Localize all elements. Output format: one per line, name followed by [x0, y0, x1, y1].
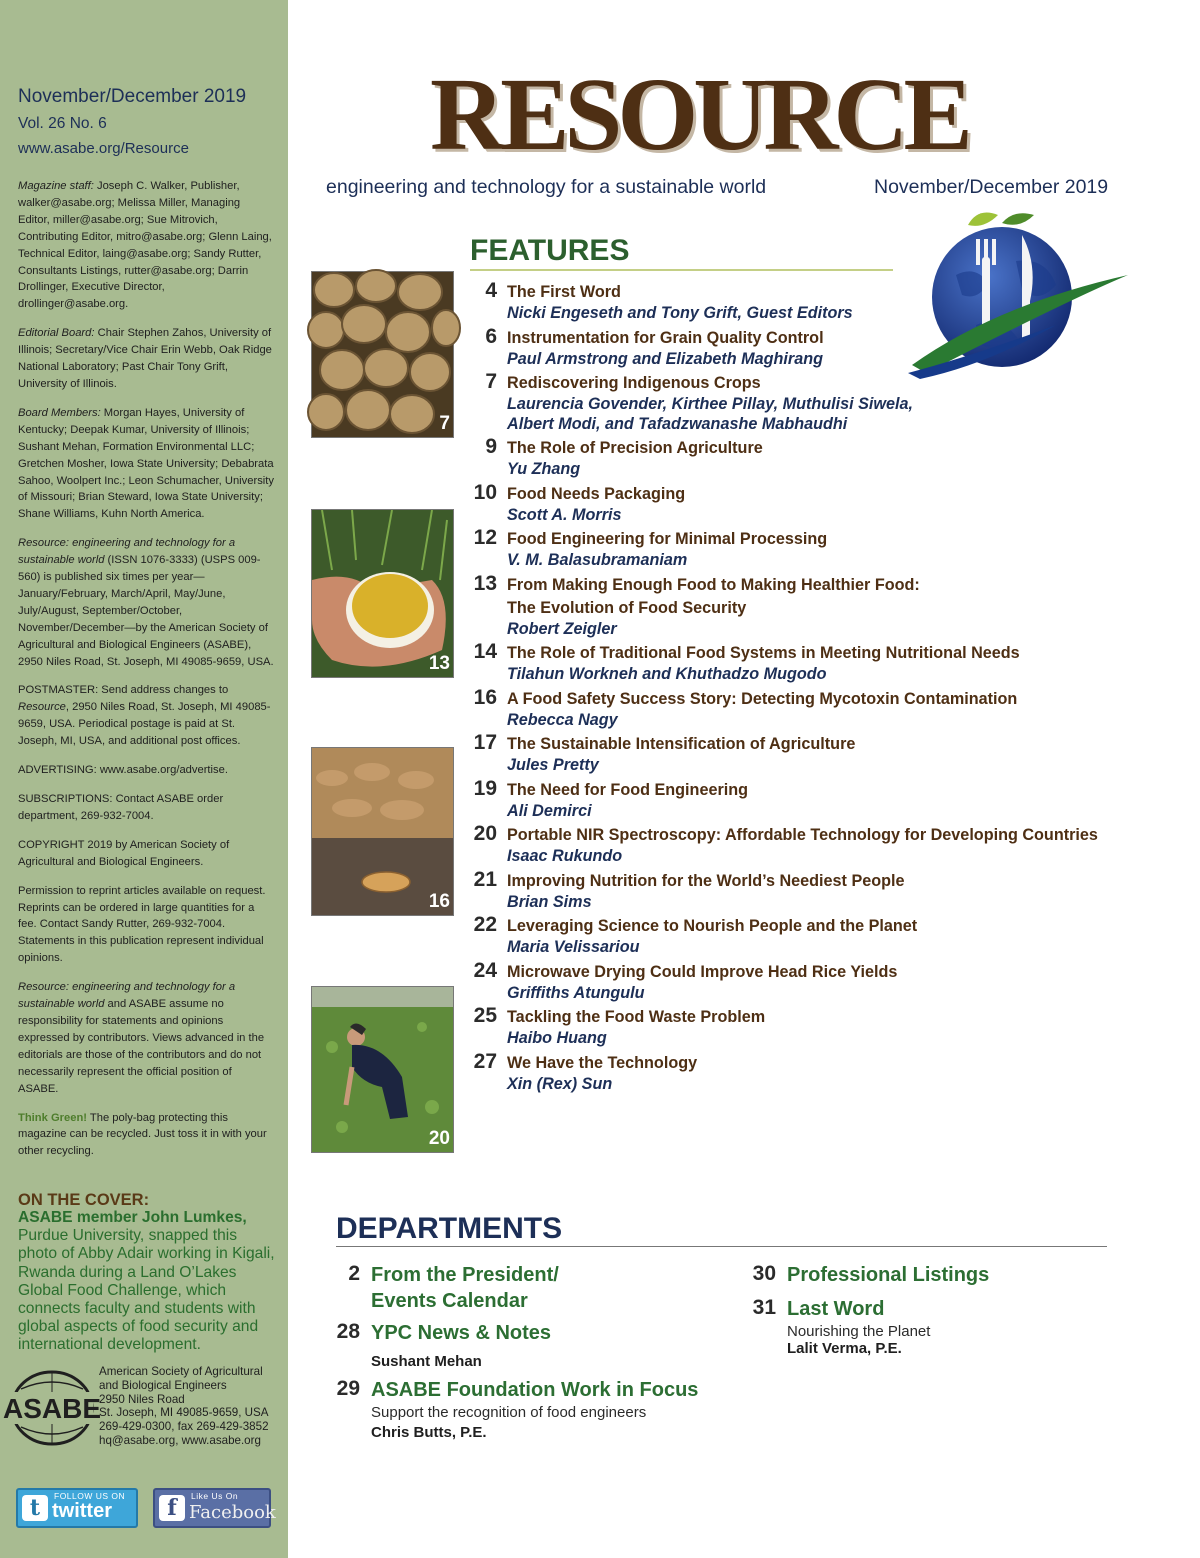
asabe-logo-icon	[2, 1369, 102, 1447]
twitter-icon: t	[22, 1495, 48, 1521]
thumbnail-page-number: 16	[428, 891, 450, 912]
editorial-text: Chair Stephen Zahos, University of Illinois; Secretary/Vice Chair Erin Webb, Oak Ridge National Laboratory; Past Chair Tony Grift, University of Illinois.	[18, 327, 272, 390]
cover-photographer: ASABE member John Lumkes,	[18, 1209, 247, 1226]
feature-title: The Role of Traditional Food Systems in Meeting Nutritional Needs	[507, 644, 1020, 662]
disclaimer-label: Resource: engineering and technology for a sustainable world	[18, 981, 236, 1011]
feature-item[interactable]	[460, 912, 1120, 958]
department-page-number: 28	[336, 1320, 360, 1343]
departments-heading: DEPARTMENTS	[336, 1212, 563, 1245]
feature-authors: Griffiths Atungulu	[507, 983, 645, 1002]
subscriptions-paragraph: SUBSCRIPTIONS: Contact ASABE order department, 269-932-7004.	[18, 793, 224, 822]
department-page-number: 31	[752, 1296, 776, 1319]
thumbnail-nuts[interactable]	[311, 271, 454, 438]
board-paragraph	[18, 405, 274, 523]
feature-item[interactable]	[460, 525, 1120, 571]
department-title: ASABE Foundation Work in Focus	[371, 1379, 699, 1401]
postmaster-italic: Resource	[18, 701, 66, 714]
address-line: and Biological Engineers	[99, 1378, 227, 1392]
feature-page-number: 14	[473, 640, 497, 663]
address-line: 2950 Niles Road	[99, 1392, 185, 1406]
feature-item[interactable]	[460, 776, 1120, 822]
publication-text: (ISSN 1076-3333) (USPS 009-560) is published six times per year—January/February, March/April, May/June, July/August, September/October, November/December—by the American Society of Agricultural and Biological Engineers (ASABE), 2950 Niles Road, St. Joseph, MI 49085-9659, USA.	[18, 554, 274, 668]
feature-item[interactable]	[460, 958, 1120, 1004]
feature-page-number: 10	[473, 480, 497, 504]
thumbnail-peanut[interactable]	[311, 747, 454, 916]
think-green-text: The poly-bag protecting this magazine can be recycled. Just toss it in with your other recycling.	[18, 1111, 267, 1158]
asabe-address	[99, 1365, 285, 1448]
staff-label: Magazine staff:	[18, 180, 94, 192]
sidebar-volume: Vol. 26 No. 6	[18, 115, 107, 132]
feature-title: The Role of Precision Agriculture	[507, 439, 763, 457]
features-heading: FEATURES	[470, 234, 630, 267]
department-item[interactable]	[736, 1296, 1116, 1359]
feature-authors: Paul Armstrong and Elizabeth Maghirang	[507, 349, 823, 368]
feature-authors: Haibo Huang	[507, 1029, 607, 1047]
think-green-paragraph	[18, 1110, 274, 1161]
feature-authors: Jules Pretty	[507, 756, 599, 774]
feature-title: Portable NIR Spectroscopy: Affordable Technology for Developing Countries	[507, 826, 1098, 844]
feature-authors: Robert Zeigler	[507, 619, 617, 638]
feature-title: A Food Safety Success Story: Detecting Mycotoxin Contamination	[507, 689, 1018, 708]
feature-authors: Rebecca Nagy	[507, 710, 618, 729]
feature-page-number: 6	[485, 324, 497, 348]
twitter-button[interactable]	[16, 1488, 138, 1528]
feature-item[interactable]	[460, 867, 1120, 913]
feature-authors: Ali Demirci	[507, 801, 592, 820]
feature-item[interactable]	[460, 1003, 1120, 1049]
twitter-small-label: FOLLOW US ON	[54, 1491, 126, 1501]
feature-item[interactable]	[460, 278, 1120, 324]
department-title: YPC News & Notes	[371, 1322, 552, 1344]
feature-title: Microwave Drying Could Improve Head Rice Yields	[507, 962, 898, 981]
address-line: 269-429-0300, fax 269-429-3852	[99, 1420, 269, 1434]
department-page-number: 29	[336, 1377, 360, 1400]
staff-paragraph	[18, 178, 274, 313]
feature-item[interactable]	[460, 434, 1120, 480]
feature-authors: Laurencia Govender, Kirthee Pillay, Muthulisi Siwela, Albert Modi, and Tafadzwanashe Mabhaudhi	[507, 395, 914, 433]
department-author: Sushant Mehan	[371, 1353, 482, 1370]
editorial-paragraph	[18, 325, 274, 393]
department-subtitle: Nourishing the Planet	[787, 1323, 931, 1340]
publication-paragraph	[18, 535, 274, 670]
feature-item[interactable]	[460, 730, 1120, 776]
tagline: engineering and technology for a sustainable world	[326, 176, 767, 198]
thumbnail-page-number: 20	[428, 1128, 450, 1149]
sidebar-issue-date: November/December 2019	[18, 86, 247, 107]
feature-page-number: 19	[473, 776, 497, 800]
feature-item[interactable]	[460, 324, 1120, 370]
peanut-photo-icon	[312, 748, 453, 915]
grain-bowl-photo-icon	[312, 510, 453, 677]
department-item[interactable]	[320, 1262, 740, 1314]
address-line: American Society of Agricultural	[99, 1365, 263, 1378]
address-line: hq@asabe.org, www.asabe.org	[99, 1433, 261, 1447]
feature-title: The First Word	[507, 283, 621, 301]
feature-authors: Yu Zhang	[507, 460, 581, 478]
feature-title: The Need for Food Engineering	[507, 780, 749, 799]
facebook-label: Facebook	[189, 1502, 276, 1523]
feature-page-number: 25	[473, 1004, 497, 1027]
cover-caption-text: Purdue University, snapped this photo of Abby Adair working in Kigali, Rwanda during a Land O’Lakes Global Food Challenge, which connects faculty and students with global aspects of food security and international development.	[18, 1227, 275, 1354]
feature-title: Rediscovering Indigenous Crops	[507, 374, 761, 392]
feature-item[interactable]	[460, 480, 1120, 526]
feature-page-number: 20	[473, 822, 497, 845]
features-list	[460, 278, 1120, 1094]
feature-page-number: 4	[485, 279, 497, 302]
feature-title: We Have the Technology	[507, 1053, 698, 1072]
feature-authors: V. M. Balasubramaniam	[507, 551, 688, 569]
departments-divider	[336, 1246, 1107, 1247]
address-line: St. Joseph, MI 49085-9659, USA	[99, 1406, 269, 1420]
feature-authors: Scott A. Morris	[507, 505, 622, 524]
facebook-button[interactable]	[153, 1488, 276, 1528]
department-item[interactable]	[736, 1262, 1116, 1288]
feature-page-number: 7	[485, 370, 497, 393]
masthead-info	[18, 178, 274, 1172]
feature-authors: Xin (Rex) Sun	[507, 1074, 613, 1093]
thumbnail-field-worker[interactable]	[311, 986, 454, 1153]
disclaimer-paragraph	[18, 979, 274, 1097]
publication-label: Resource: engineering and technology for a sustainable world	[18, 537, 236, 567]
feature-item[interactable]	[460, 1049, 1120, 1095]
department-author: Lalit Verma, P.E.	[787, 1340, 902, 1357]
department-title: Last Word	[787, 1298, 885, 1320]
department-title: From the President/ Events Calendar	[371, 1264, 559, 1312]
feature-page-number: 9	[485, 435, 497, 458]
cover-caption	[18, 1209, 280, 1355]
sidebar-url[interactable]: www.asabe.org/Resource	[18, 140, 189, 157]
department-page-number: 2	[348, 1262, 360, 1285]
advertising-paragraph: ADVERTISING: www.asabe.org/advertise.	[18, 764, 228, 777]
header-issue-date: November/December 2019	[874, 176, 1109, 198]
facebook-small-label: Like Us On	[191, 1491, 239, 1501]
features-divider	[470, 269, 893, 271]
feature-page-number: 21	[473, 867, 497, 891]
feature-title: Instrumentation for Grain Quality Control	[507, 328, 824, 347]
postmaster-text-b: , 2950 Niles Road, St. Joseph, MI 49085-9659, USA. Periodical postage is paid at St. Joseph, MI, USA, and additional post offices.	[18, 701, 271, 748]
feature-authors: Nicki Engeseth and Tony Grift, Guest Editors	[507, 304, 853, 322]
facebook-icon: f	[159, 1495, 185, 1521]
thumbnail-page-number: 7	[439, 413, 450, 434]
postmaster-text-a: POSTMASTER: Send address changes to	[18, 684, 229, 697]
feature-title: Food Engineering for Minimal Processing	[507, 530, 828, 548]
feature-authors: Maria Velissariou	[507, 938, 640, 956]
feature-title: The Sustainable Intensification of Agriculture	[507, 735, 856, 753]
department-item[interactable]	[320, 1320, 740, 1372]
editorial-label: Editorial Board:	[18, 327, 95, 340]
department-author: Chris Butts, P.E.	[371, 1424, 487, 1441]
feature-page-number: 16	[473, 685, 497, 709]
department-item[interactable]	[320, 1377, 740, 1443]
department-title: Professional Listings	[787, 1264, 990, 1286]
department-subtitle: Support the recognition of food engineers	[371, 1404, 647, 1421]
think-green-label: Think Green!	[18, 1111, 87, 1124]
feature-title: Leveraging Science to Nourish People and the Planet	[507, 917, 918, 935]
feature-title: Tackling the Food Waste Problem	[507, 1008, 766, 1026]
feature-item[interactable]	[460, 685, 1120, 731]
feature-page-number: 17	[473, 731, 497, 754]
asabe-logo-text: ASABE	[2, 1393, 102, 1424]
twitter-label: twitter	[52, 1500, 112, 1522]
feature-page-number: 12	[473, 526, 497, 549]
feature-page-number: 27	[473, 1049, 497, 1073]
magazine-title: RESOURCE	[430, 57, 968, 172]
feature-page-number: 24	[473, 958, 497, 982]
feature-authors: Tilahun Workneh and Khuthadzo Mugodo	[507, 665, 827, 683]
postmaster-paragraph	[18, 682, 274, 750]
feature-item[interactable]	[460, 639, 1120, 685]
board-text: Morgan Hayes, University of Kentucky; Deepak Kumar, University of Illinois; Sushant Mehan, Formation Environmental LLC; Gretchen Mosher, Iowa State University; Debabrata Sahoo, Woolpert Inc.; Leon Schumacher, University of Missouri; Brian Steward, Iowa State University; Shane Williams, Kuhn North America.	[18, 406, 274, 521]
feature-authors: Brian Sims	[507, 892, 592, 911]
sidebar	[0, 0, 288, 1558]
thumbnail-grain-bowl[interactable]	[311, 509, 454, 678]
feature-page-number: 22	[473, 913, 497, 936]
feature-title: Improving Nutrition for the World’s Neediest People	[507, 871, 905, 890]
feature-title: Food Needs Packaging	[507, 484, 686, 503]
disclaimer-text: and ASABE assume no responsibility for statements and opinions expressed by contributors. Views advanced in the editorials are those of the contributors and do not necessarily represent the official position of ASABE.	[18, 998, 265, 1095]
feature-item[interactable]	[460, 571, 1120, 640]
feature-page-number: 13	[473, 571, 497, 595]
thumbnail-page-number: 13	[428, 653, 450, 674]
copyright-paragraph: COPYRIGHT 2019 by American Society of Agricultural and Biological Engineers.	[18, 838, 230, 868]
board-label: Board Members:	[18, 406, 101, 419]
feature-item[interactable]	[460, 369, 1120, 434]
feature-authors: Isaac Rukundo	[507, 847, 623, 865]
nuts-photo-icon	[312, 272, 453, 437]
feature-item[interactable]	[460, 821, 1120, 867]
staff-text: Joseph C. Walker, Publisher, walker@asabe.org; Melissa Miller, Managing Editor, miller@asabe.org; Sue Mitrovich, Contributing Editor, mitro@asabe.org; Glenn Laing, Technical Editor, laing@asabe.org; Sandy Rutter, Consultants Listings, rutter@asabe.org; Darrin Drollinger, Executive Director, drollinger@asabe.org.	[18, 180, 272, 311]
permission-paragraph: Permission to reprint articles available on request. Reprints can be ordered in large quantities for a fee. Contact Sandy Rutter, 269-932-7004. Statements in this publication represent individual opinions.	[18, 884, 266, 965]
feature-title: From Making Enough Food to Making Healthier Food: The Evolution of Food Security	[507, 575, 920, 617]
department-page-number: 30	[752, 1262, 776, 1285]
cover-title: ON THE COVER:	[18, 1191, 150, 1209]
